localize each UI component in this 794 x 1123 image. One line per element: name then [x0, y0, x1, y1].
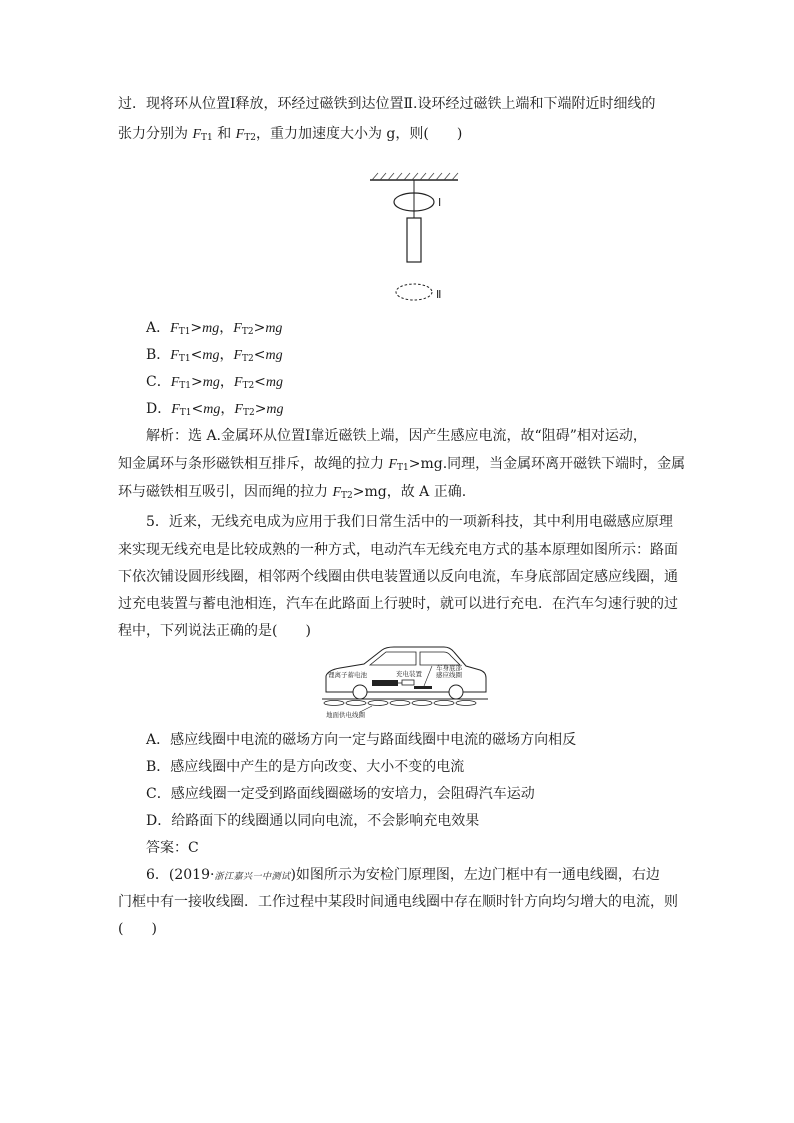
- bar-magnet: [407, 218, 421, 262]
- magnet-ring-figure: [360, 170, 470, 310]
- q5-option-a: A．感应线圈中电流的磁场方向一定与路面线圈中电流的磁场方向相反: [146, 732, 577, 748]
- q4-option-d: D．$F_{T1}<mg$，$F_{T2}>mg$: [146, 401, 284, 418]
- q4-stem-line1: 过．现将环从位置Ⅰ释放，环经过磁铁到达位置Ⅱ.设环经过磁铁上端和下端附近时细线的: [118, 96, 656, 112]
- q6-stem-line1: 6．(2019·浙江嘉兴一中测试)如图所示为安检门原理图，左边门框中有一通电线圈，右边: [146, 867, 660, 883]
- q5-option-b: B．感应线圈中产生的是方向改变、大小不变的电流: [146, 759, 465, 775]
- q4-option-c: C．$F_{T1}>mg$，$F_{T2}<mg$: [146, 374, 284, 391]
- label-position-1: Ⅰ: [438, 196, 442, 209]
- q4-stem-line2: 张力分别为 $F_{T1}$ 和 $F_{T2}$，重力加速度大小为 g，则( ): [118, 126, 463, 143]
- q5-stem-line1: 5．近来，无线充电成为应用于我们日常生活中的一项新科技，其中利用电磁感应原理: [146, 514, 673, 530]
- q4-option-b: B．$F_{T1}<mg$，$F_{T2}<mg$: [146, 347, 283, 364]
- q5-stem-line2: 来实现无线充电是比较成熟的一种方式，电动汽车无线充电方式的基本原理如图所示：路面: [118, 542, 678, 558]
- label-vehicle-coil-a: 车身底部: [436, 664, 462, 672]
- front-wheel: [353, 685, 367, 699]
- rear-wheel: [449, 685, 463, 699]
- q4-analysis-line3: 环与磁铁相互吸引，因而绳的拉力 $F_{T2}>mg$，故 A 正确.: [118, 484, 467, 501]
- q5-answer: 答案：C: [146, 840, 199, 856]
- label-battery: 锂离子蓄电池: [328, 671, 367, 679]
- q5-option-d: D．给路面下的线圈通以同向电流，不会影响充电效果: [146, 813, 480, 829]
- q6-stem-line2: 门框中有一接收线圈．工作过程中某段时间通电线圈中存在顺时针方向均匀增大的电流，则: [118, 894, 678, 910]
- q6-stem-line3: ( ): [118, 921, 157, 937]
- metal-ring-position-2: [396, 284, 432, 300]
- label-ground-coil: 地面供电线圈: [326, 711, 365, 719]
- charger-box: [402, 680, 414, 685]
- label-vehicle-coil-b: 感应线圈: [436, 671, 462, 679]
- ground-coils: [324, 701, 476, 706]
- q4-analysis-line2: 知金属环与条形磁铁相互排斥，故绳的拉力 $F_{T1}>mg$.同理，当金属环离开磁铁下端时，金属: [118, 456, 686, 473]
- q4-analysis-line1: 解析：选 A.金属环从位置Ⅰ靠近磁铁上端，因产生感应电流，故“阻碍”相对运动，: [146, 428, 647, 444]
- q4-option-a: A．$F_{T1}>mg$，$F_{T2}>mg$: [146, 320, 283, 337]
- q5-stem-line3: 下依次铺设圆形线圈，相邻两个线圈由供电装置通以反向电流，车身底部固定感应线圈，通: [118, 569, 678, 585]
- q6-source: 浙江嘉兴一中测试: [214, 872, 291, 882]
- car-wireless-charging-figure: [320, 644, 490, 720]
- vehicle-coil: [414, 686, 432, 689]
- q5-option-c: C．感应线圈一定受到路面线圈磁场的安培力，会阻碍汽车运动: [146, 786, 535, 802]
- label-position-2: Ⅱ: [436, 288, 442, 301]
- q5-stem-line5: 程中，下列说法正确的是( ): [118, 623, 311, 639]
- battery: [372, 680, 398, 686]
- q5-stem-line4: 过充电装置与蓄电池相连，汽车在此路面上行驶时，就可以进行充电．在汽车匀速行驶的过: [118, 596, 678, 612]
- f-t1: F: [192, 127, 202, 142]
- label-charger: 充电装置: [396, 670, 422, 678]
